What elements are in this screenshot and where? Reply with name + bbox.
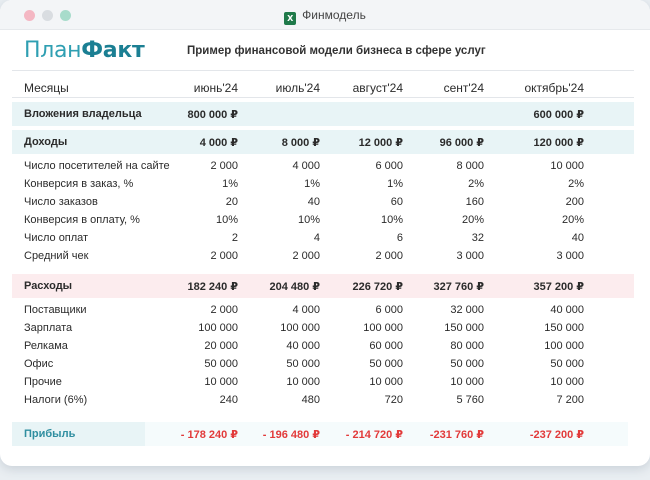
table-cell: 8 000 ₽ [281,137,320,149]
row-label: Число посетителей на сайте [24,160,170,172]
table-cell: 50 000 [204,358,238,370]
table-cell: 100 000 [363,322,403,334]
table-cell: 5 760 [456,394,484,406]
investments-row [12,102,634,126]
table-cell: 32 000 [450,304,484,316]
row-label: Релкама [24,340,68,352]
table-cell: 2 000 [210,250,238,262]
table-row [12,193,634,211]
expenses-label: Расходы [24,280,73,292]
table-cell: 204 480 ₽ [269,281,320,293]
table-row [12,373,634,391]
table-cell: 10 000 [550,160,584,172]
row-label: Зарплата [24,322,73,334]
table-cell: 2% [568,178,584,190]
table-row [12,157,634,175]
table-cell: 720 [384,394,403,406]
table-cell: 40 000 [286,340,320,352]
table-cell: 100 000 [198,322,238,334]
table-cell: 150 000 [544,322,584,334]
table-row [12,319,634,337]
investments-label: Вложения владельца [24,108,142,120]
profit-label: Прибыль [24,428,76,440]
table-cell: 40 [571,232,584,244]
table-cell: 100 000 [280,322,320,334]
table-cell: 1% [387,178,403,190]
title-bar [0,0,650,30]
table-cell: 2 [231,232,238,244]
income-row [12,130,634,154]
table-cell: 10% [215,214,238,226]
table-row [12,229,634,247]
table-cell: 60 000 [369,340,403,352]
row-label: Прочие [24,376,62,388]
table-cell: 4 [313,232,320,244]
month-header: август'24 [352,81,403,95]
table-cell: 4 000 [292,160,320,172]
table-cell: 50 000 [550,358,584,370]
table-cell: 12 000 ₽ [358,137,403,149]
table-cell: 327 760 ₽ [433,281,484,293]
table-cell: 6 000 [375,160,403,172]
months-label: Месяцы [24,81,69,95]
row-label: Конверсия в заказ, % [24,178,134,190]
window-title-text: Финмодель [302,8,366,22]
table-cell: 10% [380,214,403,226]
expenses-row [12,274,634,298]
months-header-row [12,78,634,96]
table-cell: 50 000 [369,358,403,370]
table-cell: 20% [461,214,484,226]
table-cell: 120 000 ₽ [533,137,584,149]
table-cell: 1% [222,178,238,190]
planfakt-logo [24,38,144,63]
table-cell: 7 200 [556,394,584,406]
table-row [12,355,634,373]
table-cell: 50 000 [450,358,484,370]
logo-part1: План [24,38,82,63]
table-cell: 20 000 [204,340,238,352]
table-cell: 6 [396,232,403,244]
table-cell: 80 000 [450,340,484,352]
row-label: Средний чек [24,250,89,262]
table-cell: 800 000 ₽ [187,109,238,121]
table-cell: 480 [301,394,320,406]
table-cell: 600 000 ₽ [533,109,584,121]
table-cell: - 178 240 ₽ [180,429,238,441]
month-header: июнь'24 [193,81,238,95]
table-cell: 6 000 [375,304,403,316]
table-cell: 10 000 [369,376,403,388]
table-cell: 2 000 [210,304,238,316]
table-cell: 4 000 ₽ [199,137,238,149]
row-label: Число заказов [24,196,98,208]
table-cell: 3 000 [456,250,484,262]
table-cell: 96 000 ₽ [439,137,484,149]
table-cell: -231 760 ₽ [429,429,484,441]
table-cell: 2 000 [210,160,238,172]
row-label: Налоги (6%) [24,394,88,406]
month-header: октябрь'24 [524,81,584,95]
table-cell: 40 000 [550,304,584,316]
month-header: сент'24 [443,81,484,95]
divider [12,70,634,71]
report-title: Пример финансовой модели бизнеса в сфере услуг [187,45,486,57]
table-cell: 10 000 [204,376,238,388]
profit-row [12,422,634,446]
table-cell: 32 [471,232,484,244]
table-cell: 10 000 [286,376,320,388]
income-label: Доходы [24,136,68,148]
table-cell: 60 [390,196,403,208]
table-row [12,211,634,229]
row-label: Офис [24,358,54,370]
table-row [12,175,634,193]
row-label: Поставщики [24,304,87,316]
table-cell: 226 720 ₽ [352,281,403,293]
table-cell: 10 000 [450,376,484,388]
table-row [12,337,634,355]
table-cell: 10 000 [550,376,584,388]
table-cell: 4 000 [292,304,320,316]
table-cell: 8 000 [456,160,484,172]
table-cell: -237 200 ₽ [529,429,584,441]
table-cell: 160 [465,196,484,208]
table-cell: 150 000 [444,322,484,334]
table-cell: 3 000 [556,250,584,262]
excel-icon: X [284,12,296,25]
table-row [12,247,634,265]
table-row [12,301,634,319]
table-cell: 2% [468,178,484,190]
table-row [12,391,634,409]
table-cell: 100 000 [544,340,584,352]
table-cell: 2 000 [292,250,320,262]
table-cell: - 196 480 ₽ [262,429,320,441]
table-cell: 182 240 ₽ [187,281,238,293]
row-label: Конверсия в оплату, % [24,214,140,226]
table-cell: 40 [307,196,320,208]
table-cell: - 214 720 ₽ [345,429,403,441]
window-title [0,8,650,25]
row-label: Число оплат [24,232,89,244]
table-cell: 357 200 ₽ [533,281,584,293]
divider [12,97,634,98]
table-cell: 2 000 [375,250,403,262]
table-cell: 20 [225,196,238,208]
logo-part2: Факт [81,38,145,63]
table-cell: 50 000 [286,358,320,370]
table-cell: 200 [565,196,584,208]
month-header: июль'24 [275,81,320,95]
table-cell: 20% [561,214,584,226]
table-cell: 10% [297,214,320,226]
table-cell: 240 [219,394,238,406]
table-cell: 1% [304,178,320,190]
